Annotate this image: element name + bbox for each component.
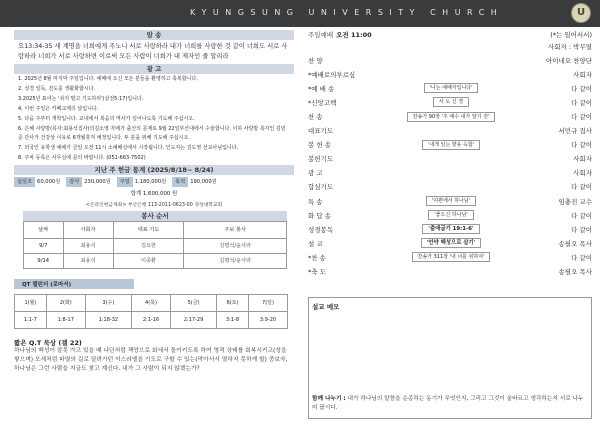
- order-item-name: 설 교: [308, 239, 323, 248]
- qt-cell: 3(수): [85, 294, 131, 311]
- qt-cell: 7(일): [248, 294, 287, 311]
- order-item-name: 대표기도: [308, 127, 334, 136]
- duty-cell: 9/14: [24, 253, 64, 268]
- worship-order-row: [308, 194, 592, 208]
- worship-order-row: [308, 109, 592, 123]
- order-item-name: *신앙고백: [308, 98, 337, 107]
- offering-type-label: 목적: [172, 177, 188, 187]
- worship-order-list: [308, 39, 592, 279]
- church-logo-icon: [571, 3, 591, 23]
- order-item-content-wrap: [376, 112, 526, 122]
- duty-header-cell: 사회자: [63, 221, 113, 238]
- order-item-person: 사회자: [573, 155, 592, 164]
- duty-cell: 김명석/윤사라: [184, 238, 287, 253]
- order-item-content: 찬송가 90장 '주 예수 내가 알기 전': [407, 112, 496, 122]
- left-column: [14, 30, 294, 374]
- announcement-item: 3.2025년 표어는 '쉬지 말고 기도하라'(살전5:17)입니다.: [18, 96, 144, 103]
- announcement-item: 1. 2025년 8월 마지막 주일입니다. 예배에 오신 모든 분들을 환영하고 축복합니다.: [18, 76, 198, 82]
- offering-label: 지난 주 헌금 통계 (2025/8/18~ 8/24): [14, 165, 294, 175]
- duty-header-cell: 주보 봉사: [184, 221, 287, 238]
- reflection-text: 내가 하나님의 말씀을 순종하는 동기가 무엇인지, 그리고 그것이 올바르고 생각하는지 서로 나누어 봅시다.: [312, 396, 584, 411]
- order-item-content: '좋으신 하나님': [428, 210, 473, 220]
- order-item-person: 사회자: [573, 70, 592, 79]
- offering-amount: 1,180,000원: [134, 179, 167, 186]
- order-item-person: 다 같이: [571, 211, 592, 220]
- order-item-content-wrap: [376, 252, 526, 262]
- qt-cell: 4(목): [131, 294, 170, 311]
- qt-cell: 1(월): [15, 294, 47, 311]
- order-item-name: *예 배 송: [308, 84, 335, 93]
- order-item-name: *예배로의부르심: [308, 70, 356, 79]
- worship-order-row: [308, 95, 592, 109]
- order-item-person: 다 같이: [571, 253, 592, 262]
- qt-days-row: [15, 294, 288, 311]
- qt-cell: 1:18-32: [85, 311, 131, 328]
- reflection-label: 함께 나누기 :: [312, 396, 346, 402]
- qt-cell: 2:17-29: [170, 311, 216, 328]
- order-item-name: 특 송: [308, 197, 323, 206]
- worship-time: 오전 11:00: [336, 31, 372, 39]
- order-item-person: 사회자 : 박무열: [548, 42, 592, 51]
- order-item-name: 봉헌기도: [308, 155, 334, 164]
- duty-header-row: [24, 221, 287, 238]
- order-item-name: 화 답 송: [308, 211, 331, 220]
- worship-order-row: [308, 138, 592, 152]
- duty-label: 봉사 순서: [23, 211, 287, 221]
- worship-order-row: [308, 39, 592, 53]
- order-item-person: 송필오 목사: [558, 239, 592, 248]
- verse-label: 암 송: [14, 30, 294, 40]
- order-item-content-wrap: [376, 196, 526, 206]
- offering-type-label: 주일: [117, 177, 133, 187]
- worship-order-row: [308, 53, 592, 67]
- worship-order-row: [308, 265, 592, 279]
- offering-row: [14, 176, 294, 188]
- order-item-name: 찬 송: [308, 113, 323, 122]
- order-item-person: 다 같이: [571, 98, 592, 107]
- duty-cell: 최용석: [63, 253, 113, 268]
- reflection-question: [312, 395, 588, 412]
- order-item-person: 다 같이: [571, 141, 592, 150]
- offering-amount: 190,000원: [190, 179, 217, 186]
- qt-calendar-label: QT 캘린더 (로마서): [14, 279, 134, 289]
- worship-order-row: [308, 208, 592, 222]
- duty-header-cell: 대표 기도: [113, 221, 184, 238]
- order-item-person: 다 같이: [571, 84, 592, 93]
- duty-cell: 9/7: [24, 238, 64, 253]
- announcement-item: 5. 다음 주부터 개학입니다. 교내에서 복음의 역사가 일어나도록 기도해 주십시오.: [18, 116, 195, 123]
- worship-order-row: [308, 124, 592, 138]
- order-item-content-wrap: [376, 140, 526, 150]
- worship-title-wrap: [308, 30, 372, 39]
- order-item-content-wrap: [376, 97, 526, 107]
- duty-table: [23, 221, 287, 269]
- announcement-list: [14, 74, 294, 163]
- offering-amount: 230,000원: [84, 179, 111, 186]
- meditation-text: 하나님의 백성이 잘못 가고 있을 때 나단처럼 책망으로 회에서 돌이키도록 하여 영적 상태를 회복시키고(성을 쌓으며) 모세처럼 파멸의 길로 달려가던 이스라엘을 기도로 구할 수 있는(막아서서 멸하지 못하게 할) 중보자, 하나님은 그런 사람을 지금도 찾고 계신다. 내가 그 사람이 되지 않겠는가?: [14, 347, 288, 373]
- order-item-name: 봉 헌 송: [308, 141, 331, 150]
- sermon-notes-box[interactable]: [308, 297, 592, 419]
- offering-type-label: 십일조: [14, 177, 35, 187]
- duty-cell: 김요한: [113, 238, 184, 253]
- order-item-content: '언약 백성으로 살기': [421, 238, 482, 248]
- order-item-person: 임충진 교수: [558, 197, 592, 206]
- sermon-notes-title: 설교 메모: [312, 303, 340, 311]
- table-row: [24, 238, 287, 253]
- worship-header: [308, 30, 592, 39]
- qt-cell: 2:1-16: [131, 311, 170, 328]
- stand-note: (*는 일어서서): [550, 31, 592, 39]
- order-item-name: 찬 양: [308, 56, 323, 65]
- qt-passages-row: [15, 311, 288, 328]
- worship-order-row: [308, 180, 592, 194]
- order-item-content: 찬송가 311장 '내 너를 위하여': [412, 252, 491, 262]
- announcement-item: 7. 외국인 유학생 예배가 금일 오전 11시 소예배실에서 시작됩니다. 인도자는 김도영 선교사님입니다.: [18, 144, 239, 151]
- order-item-person: 다 같이: [571, 183, 592, 192]
- worship-order-row: [308, 152, 592, 166]
- qt-cell: 6(토): [217, 294, 249, 311]
- announcement-item: 2. 성경 일독, 전도를 생활화합시다.: [18, 86, 96, 93]
- worship-order-row: [308, 250, 592, 264]
- right-column: [308, 30, 592, 279]
- offering-type-label: 감사: [66, 177, 82, 187]
- table-row: [24, 253, 287, 268]
- qt-cell: 2(화): [46, 294, 85, 311]
- duty-header-cell: 날짜: [24, 221, 64, 238]
- worship-order-row: [308, 81, 592, 95]
- order-item-name: *축 도: [308, 268, 326, 277]
- order-item-person: 아이네오 찬양단: [545, 56, 592, 65]
- order-item-person: 송필오 목사: [558, 268, 592, 277]
- announcement-item: 4. 이번 주일은 카페교제의 날입니다.: [18, 106, 99, 113]
- memory-verse: 요13:34-35 새 계명을 너희에게 주노니 서로 사랑하라 내가 너희를 사랑한 것 같이 너희도 서로 사랑하라 너희가 서로 사랑하면 이로써 모든 사람이 너희가 내 제자인 줄 알리라: [18, 43, 288, 60]
- order-item-content-wrap: [376, 224, 526, 234]
- church-title: KYUNGSUNG UNIVERSITY CHURCH: [190, 8, 504, 17]
- worship-order-row: [308, 236, 592, 250]
- order-item-name: *찬 송: [308, 253, 326, 262]
- worship-order-row: [308, 222, 592, 236]
- qt-cell: 1:8-17: [46, 311, 85, 328]
- order-item-content: '나는 예배자입니다': [424, 83, 479, 93]
- duty-cell: 이종환: [113, 253, 184, 268]
- order-item-content: '내게 있는 향유 옥합': [422, 140, 480, 150]
- online-offering-account: <온라인헌금계좌> 부산은행 113-2011-0623-00 경성대학교회: [85, 202, 223, 208]
- order-item-person: 다 같이: [571, 113, 592, 122]
- qt-cell: 1:1-7: [15, 311, 47, 328]
- announcement-item: 6. 은혜 사랑방(목자:최용석집사)의김소영 자매가 출산의 문제로 9월 22일부산대에서 수술합니다. 이하 사랑방 목자인 김민준 간사가 건강상 이유로 6개월휴직 예정입니다. 두 분을 위해 기도해 주십시오.: [18, 126, 286, 141]
- header-bar: [0, 0, 600, 27]
- order-item-content-wrap: [376, 210, 526, 220]
- qt-cell: 3:9-20: [248, 311, 287, 328]
- order-item-content: '출애굽기 19:1-6': [422, 224, 479, 234]
- qt-cell: 3:1-8: [217, 311, 249, 328]
- qt-cell: 5(금): [170, 294, 216, 311]
- worship-order-row: [308, 67, 592, 81]
- worship-title: 주일예배: [308, 31, 334, 39]
- order-item-content-wrap: [376, 83, 526, 93]
- order-item-person: 사회자: [573, 169, 592, 178]
- announcements-label: 광 고: [14, 64, 294, 74]
- duty-cell: 최용석: [63, 238, 113, 253]
- logo-mark: U: [577, 7, 586, 18]
- worship-order-row: [308, 166, 592, 180]
- offering-amount: 60,000원: [37, 179, 61, 186]
- order-item-content: 사 도 신 경: [433, 97, 469, 107]
- order-item-content-wrap: [376, 238, 526, 248]
- qt-calendar-table: [14, 294, 288, 329]
- order-item-name: 광 고: [308, 169, 323, 178]
- announcement-item: 8. 주차 등록은 사무실에 문의 바랍니다. (051-663-7502): [18, 154, 146, 161]
- order-item-person: 서민규 집사: [558, 127, 592, 136]
- meditation-title: 짧은 Q.T 묵상 (겔 22): [14, 338, 82, 347]
- order-item-person: 다 같이: [571, 225, 592, 234]
- order-item-name: 합심기도: [308, 183, 334, 192]
- duty-cell: 김명석/윤사라: [184, 253, 287, 268]
- offering-total: 합계 1,600,000 원: [130, 190, 178, 197]
- order-item-content: '여편에서 하나님': [426, 196, 476, 206]
- order-item-name: 성경봉독: [308, 225, 334, 234]
